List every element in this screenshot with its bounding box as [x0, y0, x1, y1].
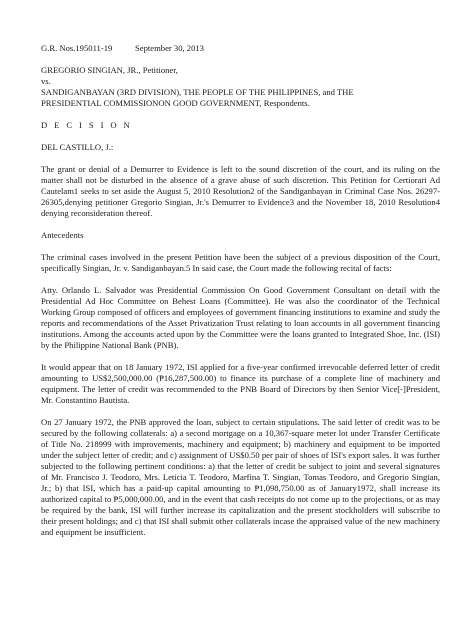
intro-paragraph: The grant or denial of a Demurrer to Evidence is left to the sound discretion of the court, and its ruling on the matter shall not be disturbed in the absence of a grave abuse of such discretion. This Petition for Certiorari Ad Cautelam1 seeks to set aside the August 5, 2010 Resolution2 of the Sandiganbayan in Criminal Case Nos. 26297-26305,denying petitioner Gregorio Singian, Jr.'s Demurrer to Evidence3 and the November 18, 2010 Resolution4 denying reconsideration thereof.: [41, 164, 440, 218]
case-number: G.R. Nos.195011-19: [41, 43, 113, 53]
salvador-paragraph: Atty. Orlando L. Salvador was Presidential Commission On Good Government Consultant on detail with the Presidential Ad Hoc Committee on Behest Loans (Committee). He was also the coordinator of the Technical Working Group composed of officers and employees of government financing institutions to examine and study the reports and recommendations of the Asset Privatization Trust relating to loan accounts in all government financing institutions. Among the accounts acted upon by the Committee were the loans granted to Integrated Shoe, Inc. (ISI) by the Philippine National Bank (PNB).: [41, 285, 440, 350]
ponente: DEL CASTILLO, J.:: [41, 142, 114, 152]
decision-date: September 30, 2013: [135, 43, 204, 53]
petitioner-line: GREGORIO SINGIAN, JR., Petitioner,: [41, 65, 178, 75]
approval-paragraph: On 27 January 1972, the PNB approved the loan, subject to certain stipulations. The said letter of credit was to be secured by the following collaterals: a) a second mortgage on a 10,367-square meter lot under Transfer Certificate of Title No. 218999 with improvements, machinery and equipment; b) machinery and equipment to be imported under the subject letter of credit; and c) assignment of US$0.50 per pair of shoes of ISI's export sales. It was further subjected to the following pertinent conditions: a) that the letter of credit be subject to joint and several signatures of Mr. Francisco J. Teodoro, Mrs. Leticia T. Teodoro, Marfina T. Singian, Tomas Teodoro, and Gregorio Singian, Jr.; b) that ISI, which has a paid-up capital amounting to ₱1,098,750.00 as of January1972, shall increase its authorized capital to ₱5,000,000.00, and in the event that cash receipts do not come up to the projections, or as may be required by the bank, ISI will further increase its capitalization and the present stockholders will subscribe to their present holdings; and c) that ISI shall submit other collaterals incase the appraised value of the new machinery and equipment be insufficient.: [41, 417, 440, 537]
letter-of-credit-paragraph: It would appear that on 18 January 1972, ISI applied for a five-year confirmed irrevocable deferred letter of credit amounting to US$2,500,000.00 (₱16,287,500.00) to finance its purchase of a complete line of machinery and equipment. The letter of credit was recommended to the PNB Board of Directors by then Senior Vice[-]President, Mr. Constantino Bautista.: [41, 362, 440, 405]
antecedents-paragraph: The criminal cases involved in the present Petition have been the subject of a previous disposition of the Court, specifically Singian, Jr. v. Sandiganbayan.5 In said case, the Court made the following recital of facts:: [41, 252, 440, 273]
antecedents-heading: Antecedents: [41, 230, 84, 240]
respondents-line-2: PRESIDENTIAL COMMISSIONON GOOD GOVERNMENT, Respondents.: [41, 98, 310, 108]
versus-line: vs.: [41, 76, 51, 86]
respondents-line-1: SANDIGANBAYAN (3RD DIVISION), THE PEOPLE OF THE PHILIPPINES, and THE: [41, 87, 354, 97]
case-header: [41, 43, 440, 54]
decision-heading: D E C I S I O N: [41, 120, 133, 130]
